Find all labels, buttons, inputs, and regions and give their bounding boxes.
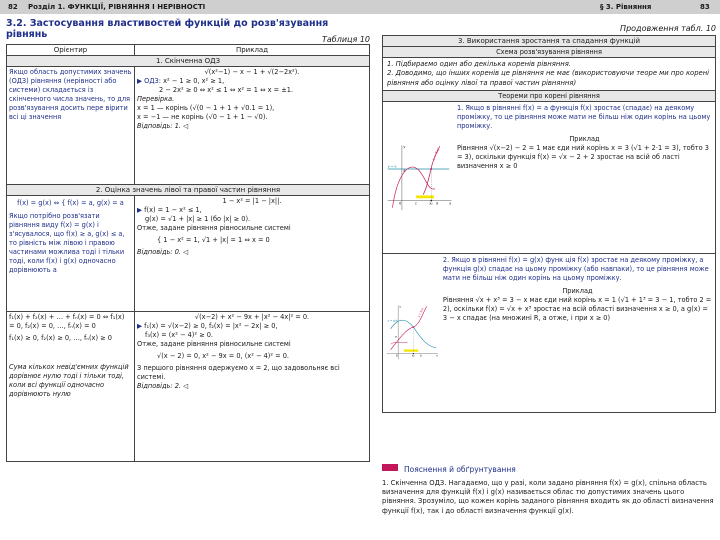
graph-increasing-decreasing xyxy=(383,254,440,410)
block-monotonic xyxy=(382,35,716,413)
intersection-point xyxy=(430,168,432,170)
running-header xyxy=(0,0,720,14)
ex1-odz-b: 2 − 2x² ≥ 0 ⇔ x² ≤ 1 ⇔ x² = 1 ⇔ x = ±1. xyxy=(159,86,294,94)
label-a: a xyxy=(395,335,397,339)
theorems-header: Теореми про корені рівняння xyxy=(383,91,715,102)
band-monotonic: 3. Використання зростання та спадання функцій xyxy=(383,36,715,47)
ex2-line-1: f(x) = 1 − x² ≤ 1, xyxy=(144,206,202,214)
ex3-line-4: З першого рівняння одержуємо x = 2, що задовольняє всі системі. xyxy=(137,364,340,381)
left-page-number: 82 xyxy=(8,3,18,11)
orient3-text: Сума кількох невід'ємних функцій дорівнює нулю тоді і тільки тоді, коли всі функції одночасно дорівнюють нулю xyxy=(9,363,129,398)
ex1-answer: Відповідь: 1. ◁ xyxy=(137,122,189,130)
label-y-f: y = f(x) xyxy=(417,307,425,319)
example-3: √(x−2) + x² − 9x + |x² − 4x|² = 0. ▶ f₁(x) = √(x−2) ≥ 0, f₂(x) = |x² − 2x| ≥ 0, f₃(x) = (x² − 4)² ≥ 0. Отже, задане рівняння рівносильне системі √(x − 2) = 0, x² − 9x = 0, (x² − 4)² = 0. З першого рівняння одержуємо x = 2, що задовольняє всі системі. Відповідь: 2. ◁ xyxy=(135,312,370,462)
ex1-check-2: x = −1 — не корінь (√0 − 1 + 1 − √0). xyxy=(137,113,268,121)
scheme-step-1: 1. Підбираємо один або декілька коренів рівняння. xyxy=(387,60,571,68)
ex3-line-3: Отже, задане рівняння рівносильне системі xyxy=(137,340,291,348)
label-y-axis: y xyxy=(399,305,401,309)
table-label: Таблиця 10 xyxy=(321,35,370,44)
theorem-1-row xyxy=(383,102,715,254)
graph-increasing-function xyxy=(383,102,454,252)
left-page xyxy=(6,18,370,462)
explanation-section xyxy=(382,457,716,516)
curve-f-tail xyxy=(391,342,408,344)
label-c: c xyxy=(415,201,417,206)
col-orient-header: Орієнтир xyxy=(7,45,135,56)
theorem-1-text: 1. Якщо в рівнянні f(x) = a функція f(x) зростає (спадає) на деякому проміжку, то це рівняння може мати не більш ніж один корінь на цьому проміжку. xyxy=(456,104,711,131)
ex3-line-1: f₁(x) = √(x−2) ≥ 0, f₂(x) = |x² − 2x| ≥ 0, xyxy=(144,322,278,330)
theorem-2-example: Рівняння √x + x³ = 3 − x має єди ний корінь x = 1 (√1 + 1³ = 3 − 1, тобто 2 = 2), оскільки f(x) = √x + x³ зростає на всій області визначення x ≥ 0, а g(x) = 3 − x спадає (на множині R, а отже, і при x ≥ 0) xyxy=(442,296,712,323)
col-example-header: Приклад xyxy=(135,45,370,56)
ex2-system: { 1 − x² = 1, √1 + |x| = 1 ⇔ x = 0 xyxy=(157,236,270,244)
right-page-number: 83 xyxy=(700,3,710,11)
theorem-1 xyxy=(454,102,715,253)
theorem-2-row xyxy=(383,254,715,412)
band-finite-odz: 1. Скінченна ОДЗ xyxy=(7,56,370,67)
theorem-2 xyxy=(440,254,715,412)
interval-highlight xyxy=(404,350,418,352)
label-x0: x₀ xyxy=(429,201,433,206)
label-a: a xyxy=(403,168,406,173)
orient2-text: Якщо потрібно розв'язати рівняння виду f(x) = g(x) і з'ясувалося, що f(x) ≥ a, g(x) ≤ a, то рівність між лівою і правою частинами можлива тоді і тільки тоді, коли f(x) і g(x) одночасно дорівнюють a xyxy=(9,212,125,274)
label-d: d xyxy=(435,201,439,206)
ex1-equation: √(x²−1) − x − 1 + √(2−2x²). xyxy=(204,68,300,76)
orient-1: Якщо область допустимих значень (ОДЗ) рівняння (нерівності або системи) складається із скінченного числа значень, то для розв'язування досить пере вірити всі ці значення xyxy=(7,67,135,185)
scheme-header: Схема розв'язування рівняння xyxy=(383,47,715,58)
orient2-system: f(x) = g(x) ⇔ { f(x) = a, g(x) = a xyxy=(17,199,124,207)
label-b: b xyxy=(420,354,422,358)
label-origin: 0 xyxy=(399,201,402,206)
scheme-step-2: 2. Доводимо, що інших коренів це рівняння не має (використовуючи теоре ми про корені рівняння або оцінку лівої та правої частин рівняння) xyxy=(387,69,710,87)
label-y-f: y = f(x) xyxy=(431,148,441,162)
table-continuation: Продовження табл. 10 xyxy=(620,24,716,33)
orient-2 xyxy=(7,196,135,312)
theorem-2-text: 2. Якщо в рівнянні f(x) = g(x) функ ція f(x) зростає на деякому проміжку, а функція g(x) спадає на цьому проміжку (або навпаки), то це рівняння може мати не більш ніж один корінь на цьому проміжку. xyxy=(442,256,709,283)
ex2-line-2: g(x) = √1 + |x| ≥ 1 (бо |x| ≥ 0). xyxy=(145,215,251,223)
theorem-2-example-label: Приклад xyxy=(562,287,593,296)
table-10 xyxy=(6,44,370,462)
right-running-title: § 3. Рівняння xyxy=(600,3,652,11)
ex2-equation: 1 − x² = |1 − |x||. xyxy=(222,197,282,205)
orient3-conditions: f₁(x) ≥ 0, f₂(x) ≥ 0, …, fₙ(x) ≥ 0 xyxy=(9,334,112,342)
left-running-title: Розділ 1. ФУНКЦІЇ, РІВНЯННЯ І НЕРІВНОСТІ xyxy=(28,3,206,11)
band-estimate: 2. Оцінка значень лівої та правої частин рівняння xyxy=(7,185,370,196)
theorem-1-example-label: Приклад xyxy=(569,135,600,144)
right-page xyxy=(382,18,716,413)
orient-3 xyxy=(7,312,135,462)
label-y-axis: y xyxy=(403,145,406,150)
theorem-1-example: Рівняння √(x−2) − 2 = 1 має єди ний корінь x = 3 (√1 + 2·1 = 3), тобто 3 = 3), оскільки функція f(x) = √x − 2 + 2 зростає на всій об ласті визначення x ≥ 0 xyxy=(456,144,709,171)
ex1-odz-a: x² − 1 ≥ 0, x² ≥ 1, xyxy=(163,77,225,85)
example-2: 1 − x² = |1 − |x||. ▶ f(x) = 1 − x² ≤ 1, g(x) = √1 + |x| ≥ 1 (бо |x| ≥ 0). Отже, задане рівняння рівносильне системі { 1 − x² = 1, √1 + |x| = 1 ⇔ x = 0 Відповідь: 0. ◁ xyxy=(135,196,370,312)
label-y-g: y = g(x) xyxy=(387,319,399,323)
label-x0: x₀ xyxy=(411,354,415,358)
ex3-system: √(x − 2) = 0, x² − 9x = 0, (x² − 4)² = 0. xyxy=(157,352,289,360)
orient3-system: f₁(x) + f₂(x) + … + fₙ(x) = 0 ⇔ f₁(x) = 0, f₂(x) = 0, …, fₙ(x) = 0 xyxy=(9,313,125,330)
intersection-point xyxy=(413,327,415,329)
label-y-a: y = a xyxy=(387,164,397,169)
ex1-check-1: x = 1 — корінь (√(0 − 1 + 1 + √0.1 = 1), xyxy=(137,104,275,112)
ex2-line-3: Отже, задане рівняння рівносильне системі xyxy=(137,224,291,232)
ex1-check: Перевірка. xyxy=(137,95,175,103)
explanation-heading: Пояснення й обґрунтування xyxy=(404,465,516,474)
section-title: 3.2. Застосування властивостей функцій до розв'язування рівнянь xyxy=(6,18,329,40)
ex3-equation: √(x−2) + x² − 9x + |x² − 4x|² = 0. xyxy=(194,313,310,321)
label-x-axis: x xyxy=(449,201,452,206)
root-point xyxy=(413,353,414,354)
ex1-odz-label: ▶ ОДЗ: xyxy=(137,77,161,85)
scheme-body xyxy=(383,58,715,91)
label-x-axis: x xyxy=(436,354,438,358)
ex3-answer: Відповідь: 2. ◁ xyxy=(137,382,189,390)
label-origin: 0 xyxy=(395,354,398,358)
explanation-paragraph-1: 1. Скінченна ОДЗ. Нагадаємо, що у разі, коли задано рівняння f(x) = g(x), спільна область визначення для функцій f(x) і g(x) називається облас тю допустимих значень цього рівняння. Зрозуміло, що кожен корінь заданого рівняння входить як до області визначення функції f(x), так і до області визначення функції g(x). xyxy=(382,479,714,515)
section-marker xyxy=(382,464,398,471)
ex2-answer: Відповідь: 0. ◁ xyxy=(137,248,189,256)
ex3-line-2: f₃(x) = (x² − 4)² ≥ 0. xyxy=(145,331,213,339)
example-1 xyxy=(135,67,370,185)
